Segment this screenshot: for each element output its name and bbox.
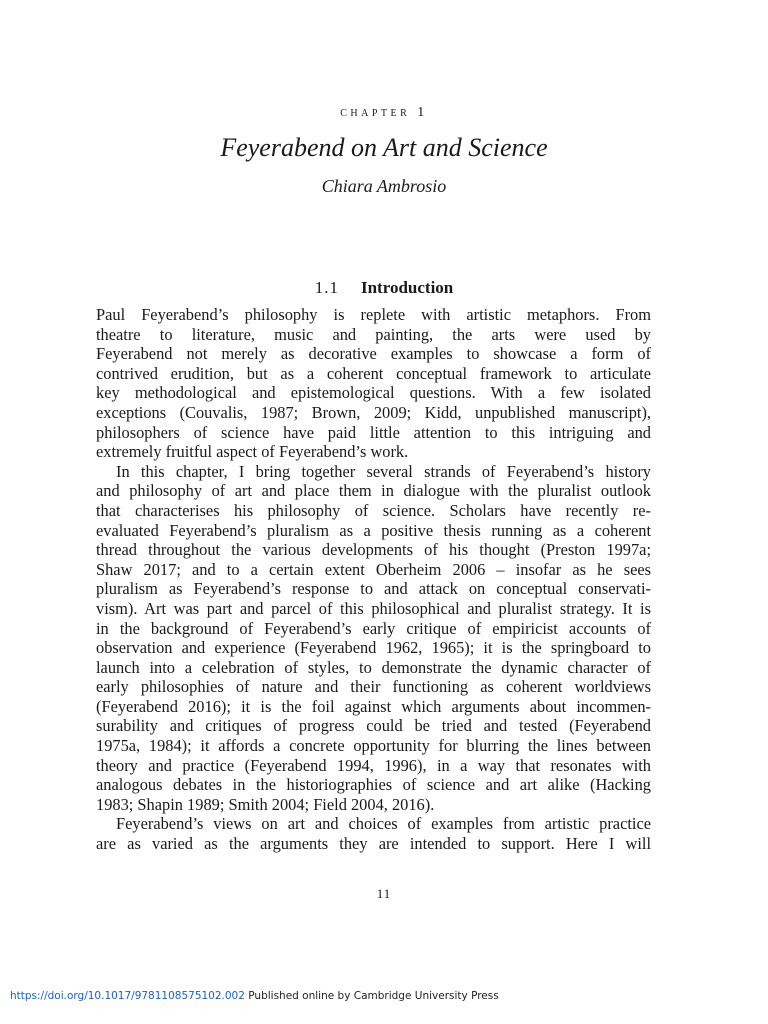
chapter-label: chapter 1 xyxy=(340,105,428,120)
footer xyxy=(10,990,499,1002)
body-line: 1975a, 1984); it affords a concrete opportunity for blurring the lines between xyxy=(96,736,651,756)
body-line: launch into a celebration of styles, to demonstrate the dynamic character of xyxy=(96,657,651,677)
body-line: in the background of Feyerabend’s early critique of empiricist accounts of xyxy=(96,618,651,638)
body-line: Paul Feyerabend’s philosophy is replete with artistic metaphors. From xyxy=(96,305,651,324)
body-line: philosophers of science have paid little attention to this intriguing and xyxy=(96,422,651,442)
doi-link[interactable]: https://doi.org/10.1017/9781108575102.002 xyxy=(10,990,245,1002)
body-line: analogous debates in the historiographies of science and art alike (Hacking xyxy=(96,775,651,795)
body-line: In this chapter, I bring together several strands of Feyerabend’s history xyxy=(116,461,651,481)
page-number: 11 xyxy=(376,886,392,901)
body-line: observation and experience (Feyerabend 1962, 1965); it is the springboard to xyxy=(96,638,651,658)
body-line: and philosophy of art and place them in dialogue with the pluralist outlook xyxy=(96,481,651,501)
chapter-author: Chiara Ambrosio xyxy=(321,176,447,196)
body-line: vism). Art was part and parcel of this philosophical and pluralist strategy. It is xyxy=(96,598,651,618)
body-line: theatre to literature, music and painting, the arts were used by xyxy=(96,324,651,344)
published-note: Published online by Cambridge University Press xyxy=(248,990,499,1002)
body-text xyxy=(96,305,651,854)
body-line: pluralism as Feyerabend’s response to and attack on conceptual conservati- xyxy=(96,579,651,599)
body-line: Shaw 2017; and to a certain extent Oberheim 2006 – insofar as he sees xyxy=(96,559,651,579)
body-line: exceptions (Couvalis, 1987; Brown, 2009; Kidd, unpublished manuscript), xyxy=(96,402,651,422)
body-line: theory and practice (Feyerabend 1994, 1996), in a way that resonates with xyxy=(96,755,651,775)
body-line: Feyerabend’s views on art and choices of examples from artistic practice xyxy=(116,814,651,834)
body-line: (Feyerabend 2016); it is the foil against which arguments about incommen- xyxy=(96,696,651,716)
body-line: early philosophies of nature and their functioning as coherent worldviews xyxy=(96,677,651,697)
body-line: 1983; Shapin 1989; Smith 2004; Field 2004, 2016). xyxy=(96,794,435,814)
body-line: surability and critiques of progress could be tried and tested (Feyerabend xyxy=(96,716,651,736)
section-number: 1.1 xyxy=(314,278,339,297)
body-line: are as varied as the arguments they are intended to support. Here I will xyxy=(96,834,651,854)
section-title: Introduction xyxy=(360,278,454,297)
body-line: that characterises his philosophy of science. Scholars have recently re- xyxy=(96,500,651,520)
body-line: evaluated Feyerabend’s pluralism as a positive thesis running as a coherent xyxy=(96,520,651,540)
body-line: thread throughout the various developments of his thought (Preston 1997a; xyxy=(96,540,651,560)
body-line: extremely fruitful aspect of Feyerabend’s work. xyxy=(96,442,409,462)
body-line: key methodological and epistemological questions. With a few isolated xyxy=(96,383,651,403)
body-line: Feyerabend not merely as decorative examples to showcase a form of xyxy=(96,344,651,364)
chapter-title: Feyerabend on Art and Science xyxy=(220,133,548,162)
section-heading xyxy=(0,278,768,298)
body-line: contrived erudition, but as a coherent conceptual framework to articulate xyxy=(96,363,651,383)
